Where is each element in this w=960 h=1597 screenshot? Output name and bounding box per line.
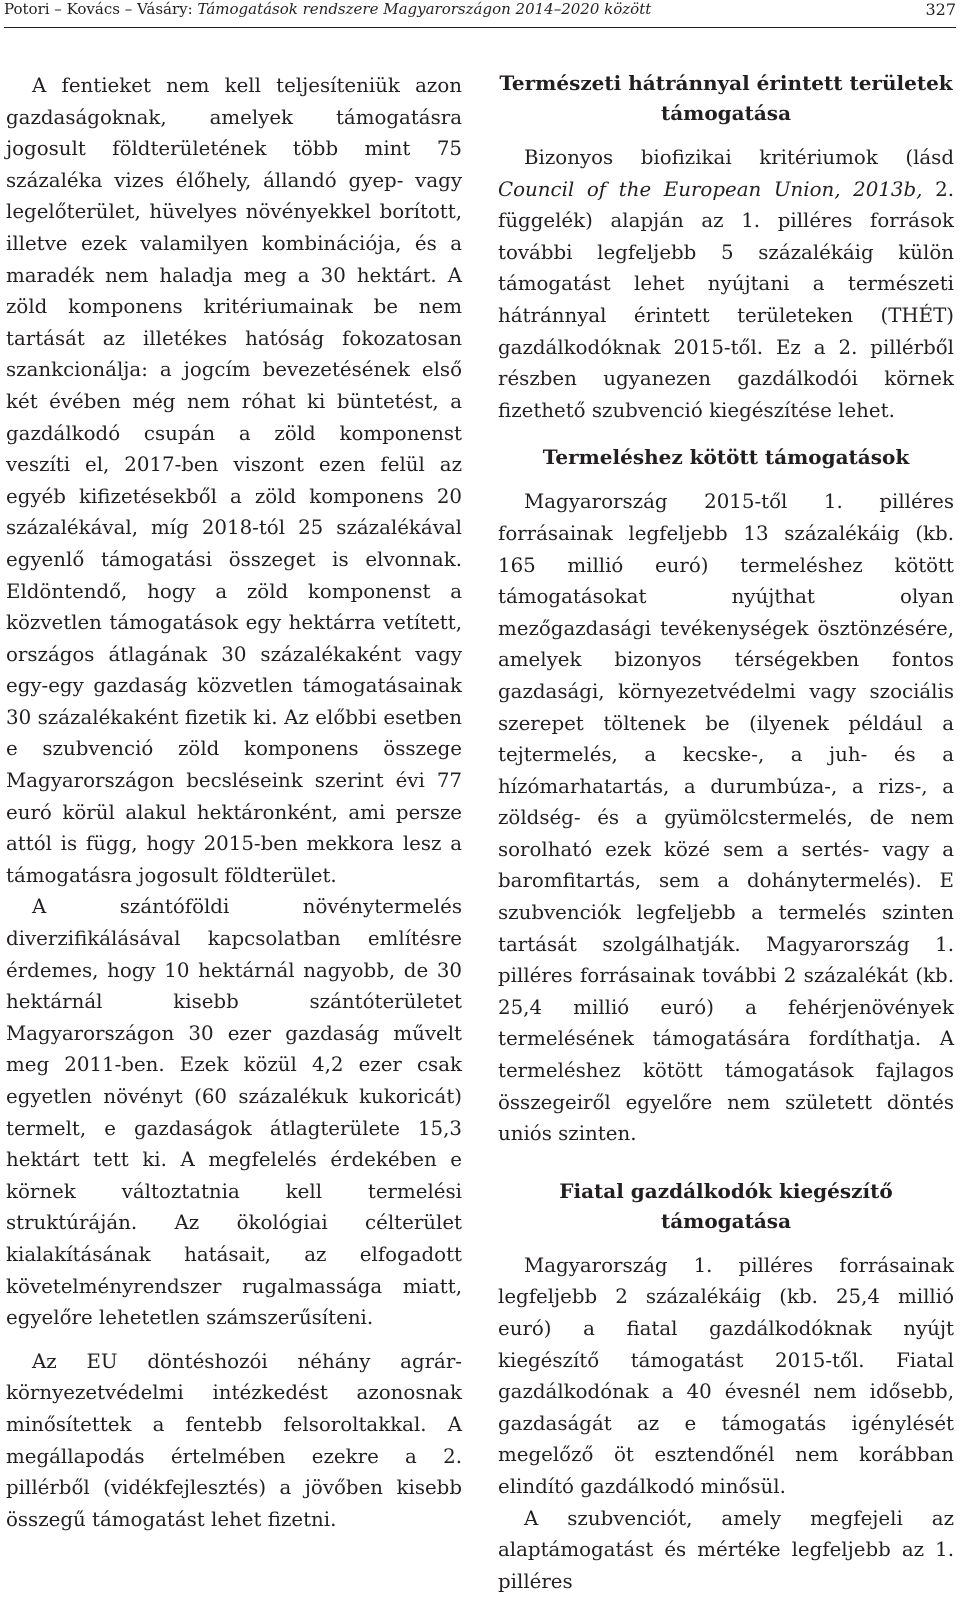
left-paragraph-3: Az EU döntéshozói néhány agrár-környezetvédelmi intézkedést azonosnak minősítettek a fentebb felsoroltakkal. A megállapodás értelmében ezekre a 2. pillérből (vidékfejlesztés) a jövőben kisebb összegű támogatást lehet fizetni. — [6, 1349, 462, 1531]
header-authors: Potori – Kovács – Vásáry: — [4, 0, 193, 18]
header-title: Támogatások rendszere Magyarországon 2014–2020 között — [197, 0, 652, 18]
left-paragraph-2: A szántóföldi növénytermelés diverzifikálásával kapcsolatban említésre érdemes, hogy 10 hektárnál nagyobb, de 30 hektárnál kisebb szántóterületet Magyarországon 30 ezer gazdaság művelt meg 2011-ben. Ezek közül 4,2 ezer csak egyetlen növényt (60 százalékuk kukoricát) termelt, e gazdaságok átlagterülete 15,3 hektárt tett ki. A megfelelés érdekében e körnek változtatnia kell termelési struktúráján. Az ökológiai célterület kialakításának hatásait, az elfogadott követelményrendszer rugalmassága miatt, egyelőre lehetetlen számszerűsíteni. — [6, 895, 462, 1330]
running-title — [4, 0, 651, 18]
running-header — [4, 0, 956, 30]
left-column — [6, 70, 462, 1535]
right-paragraph-3: Magyarország 1. pilléres forrásainak legfeljebb 2 százalékáig (kb. 25,4 millió euró) a fiatal gazdálkodóknak nyújt kiegészítő támogatást 2015-től. Fiatal gazdálkodónak a 40 évesnél nem idősebb, gazdaságát az e támogatás igénylését megelőző öt esztendőnél nem korábban elindító gazdálkodó minősül. — [498, 1253, 954, 1498]
right-paragraph-4: A szubvenciót, amely megfejeli az alaptámogatást és mértéke legfeljebb az 1. pilléres — [498, 1506, 954, 1593]
right-column — [498, 68, 954, 1597]
left-paragraph-1: A fentieket nem kell teljesíteniük azon gazdaságoknak, amelyek támogatásra jogosult földterületének több mint 75 százaléka vizes élőhely, állandó gyep- vagy legelőterület, hüvelyes növényekkel borított, illetve ezek valamilyen kombinációja, és a maradék nem haladja meg a 30 hektárt. A zöld komponens kritériumainak be nem tartását az illetékes hatóság fokozatosan szankcionálja: a jogcím bevezetésének első két évében még nem róhat ki büntetést, a gazdálkodó csupán a zöld komponenst veszíti el, 2017-ben viszont ezen felül az egyéb kifizetésekből a zöld komponens 20 százalékával, míg 2018-tól 25 százalékával egyenlő támogatási összeget is elvonnak. Eldöntendő, hogy a zöld komponenst a közvetlen támogatások egy hektárra vetített, országos átlagának 30 százalékaként vagy egy-egy gazdaság közvetlen támogatásainak 30 százalékaként fizetik ki. Az előbbi esetben e szubvenció zöld komponens összege Magyarországon becsléseink szerint évi 77 euró körül alakul hektáronként, ami persze attól is függ, hogy 2015-ben mekkora lesz a támogatásra jogosult földterület. — [6, 74, 462, 887]
citation: Council of the European Union, 2013b, — [498, 177, 923, 201]
section-heading-natural-handicap: Természeti hátránnyal érintett területek támogatása — [499, 71, 953, 125]
page-number: 327 — [925, 0, 956, 19]
p1-text-before: Bizonyos biofizikai kritériumok (lásd — [524, 146, 954, 169]
header-rule — [4, 27, 956, 28]
right-paragraph-2: Magyarország 2015-től 1. pilléres forrásainak legfeljebb 13 százalékáig (kb. 165 millió euró) termeléshez kötött támogatásokat nyújthat olyan mezőgazdasági tevékenységek ösztönzésére, amelyek bizonyos térségekben fontos gazdasági, környezetvédelmi vagy szociális szerepet töltenek be (ilyenek például a tejtermelés, a kecske-, a juh- és a hízómarhatartás, a durumbúza-, a rizs-, a zöldség- és a gyümölcstermelés, de nem sorolható ezek közé sem a sertés- vagy a baromfitartás, sem a dohánytermelés). E szubvenciók legfeljebb a termelés szinten tartását szolgálhatják. Magyarország 1. pilléres forrásainak további 2 százalékát (kb. 25,4 millió euró) a fehérjenövények termelésének támogatására fordíthatja. A termeléshez kötött támogatások fajlagos összegeiről egyelőre nem született döntés uniós szinten. — [498, 490, 954, 1146]
right-paragraph-1 — [498, 142, 954, 426]
section-heading-coupled-support: Termeléshez kötött támogatások — [542, 445, 910, 470]
section-heading-young-farmers: Fiatal gazdálkodók kiegészítő támogatása — [559, 1178, 893, 1233]
p1-text-after: 2. függelék) alapján az 1. pilléres források további legfeljebb 5 százalékáig külön támogatást lehet nyújtani a természeti hátránnyal érintett területeken (THÉT) gazdálkodóknak 2015-től. Ez a 2. pillérből részben ugyanezen gazdálkodói körnek fizethető szubvenció kiegészítése lehet. — [498, 177, 954, 422]
